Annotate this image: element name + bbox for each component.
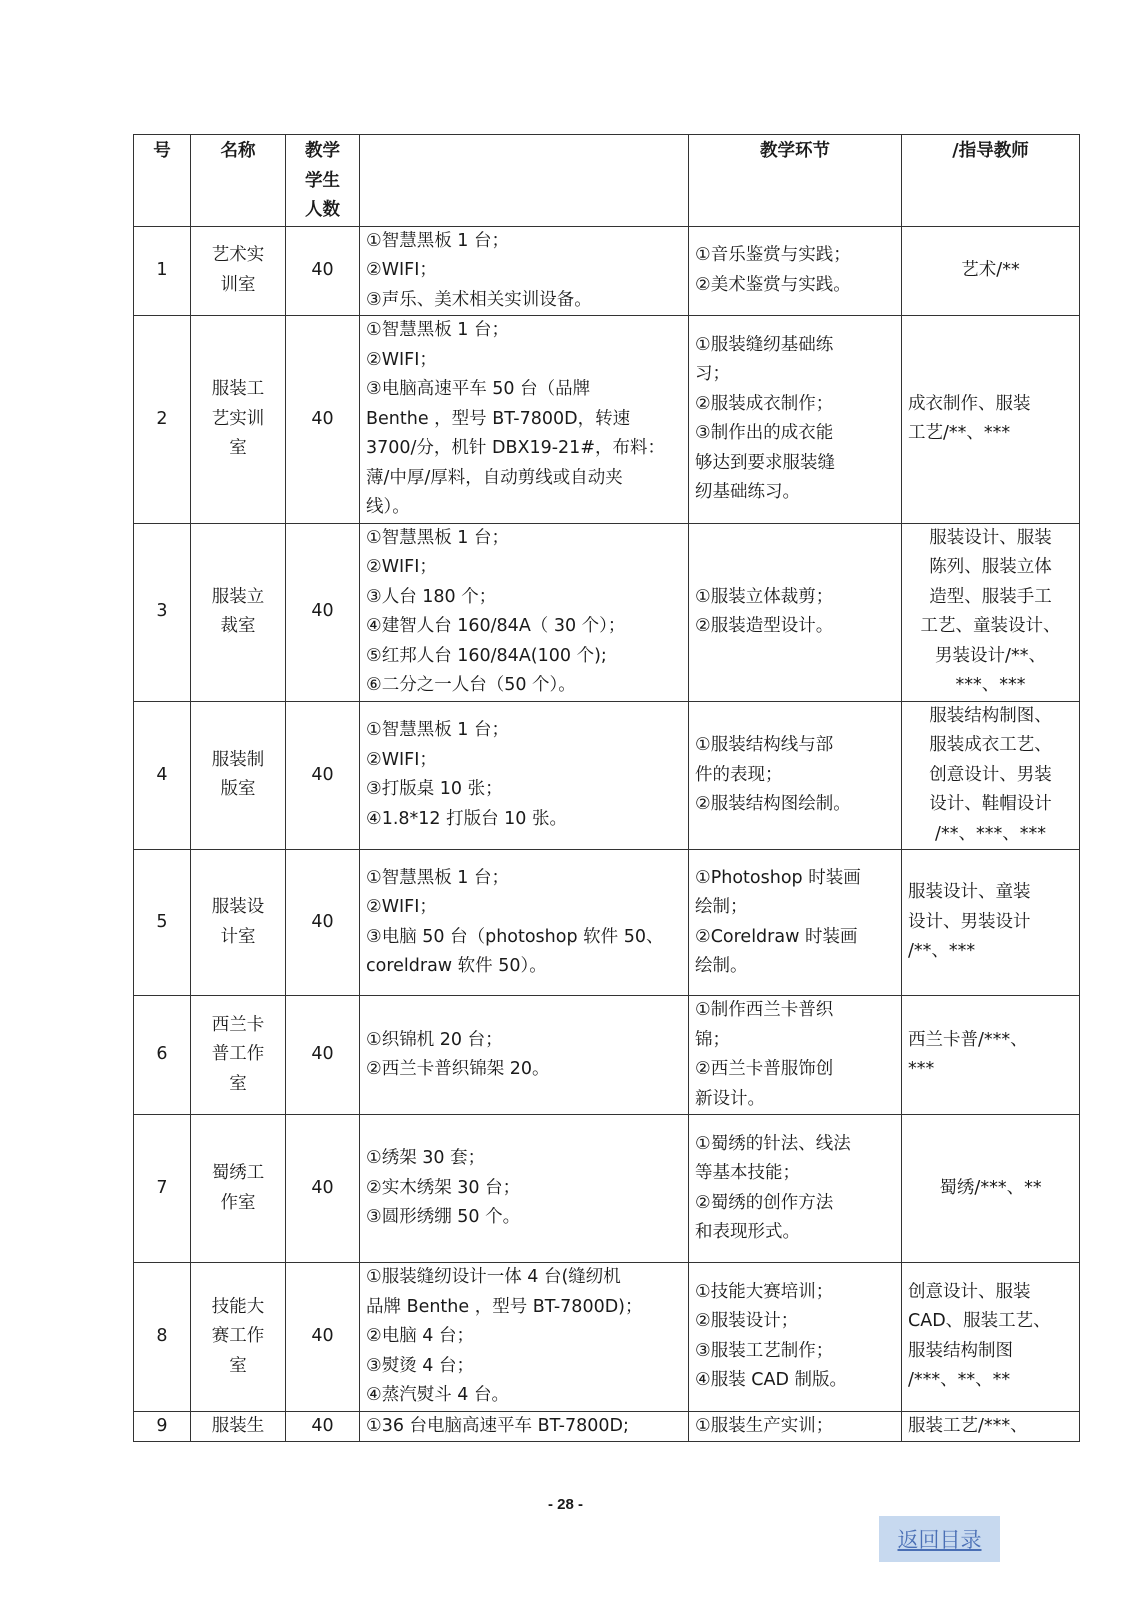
equipment-list: ①智慧黑板 1 台； ②WIFI； ③电脑高速平车 50 台（品牌 Benthe ，型号 BT-7800D，转速 3700/分，机针 DBX19-21#，布料： 薄/中厚/厚料，自动剪线或自动夹 线）。 bbox=[360, 316, 689, 524]
teacher-info: 服装工艺/***、 bbox=[902, 1411, 1080, 1442]
table-row bbox=[134, 1115, 1080, 1263]
teacher-info: 服装设计、童装 设计、男装设计 /**、*** bbox=[902, 850, 1080, 996]
teacher-info: 创意设计、服装 CAD、服装工艺、 服装结构制图 /***、**、** bbox=[902, 1263, 1080, 1412]
table-row bbox=[134, 701, 1080, 850]
row-number: 3 bbox=[134, 523, 191, 701]
room-name: 服装工 艺实训 室 bbox=[191, 316, 286, 524]
training-room-table bbox=[133, 134, 1080, 1442]
header-teacher: /指导教师 bbox=[902, 135, 1080, 227]
row-number: 2 bbox=[134, 316, 191, 524]
student-count: 40 bbox=[286, 1115, 360, 1263]
room-name: 蜀绣工 作室 bbox=[191, 1115, 286, 1263]
table-row bbox=[134, 850, 1080, 996]
student-count: 40 bbox=[286, 701, 360, 850]
room-name: 艺术实 训室 bbox=[191, 226, 286, 316]
back-to-toc-link[interactable]: 返回目录 bbox=[879, 1516, 1000, 1562]
student-count: 40 bbox=[286, 226, 360, 316]
student-count: 40 bbox=[286, 996, 360, 1115]
equipment-list: ①智慧黑板 1 台； ②WIFI； ③打版桌 10 张； ④1.8*12 打版台 10 张。 bbox=[360, 701, 689, 850]
row-number: 8 bbox=[134, 1263, 191, 1412]
header-equipment bbox=[360, 135, 689, 227]
teaching-link: ①服装缝纫基础练 习； ②服装成衣制作； ③制作出的成衣能 够达到要求服装缝 纫基础练习。 bbox=[689, 316, 902, 524]
equipment-list: ①智慧黑板 1 台； ②WIFI； ③电脑 50 台（photoshop 软件 50、 coreldraw 软件 50）。 bbox=[360, 850, 689, 996]
table-header-row bbox=[134, 135, 1080, 227]
row-number: 4 bbox=[134, 701, 191, 850]
student-count: 40 bbox=[286, 850, 360, 996]
header-name: 名称 bbox=[191, 135, 286, 227]
student-count: 40 bbox=[286, 1263, 360, 1412]
equipment-list: ①智慧黑板 1 台； ②WIFI； ③声乐、美术相关实训设备。 bbox=[360, 226, 689, 316]
student-count: 40 bbox=[286, 523, 360, 701]
teacher-info: 艺术/** bbox=[902, 226, 1080, 316]
equipment-list: ①智慧黑板 1 台； ②WIFI； ③人台 180 个； ④建智人台 160/84A（ 30 个）； ⑤红邦人台 160/84A(100 个); ⑥二分之一人台（50 个）。 bbox=[360, 523, 689, 701]
teaching-link: ①Photoshop 时装画 绘制； ②Coreldraw 时装画 绘制。 bbox=[689, 850, 902, 996]
header-no: 号 bbox=[134, 135, 191, 227]
teaching-link: ①服装结构线与部 件的表现； ②服装结构图绘制。 bbox=[689, 701, 902, 850]
table-row bbox=[134, 996, 1080, 1115]
table-row bbox=[134, 1411, 1080, 1442]
teaching-link: ①蜀绣的针法、线法 等基本技能； ②蜀绣的创作方法 和表现形式。 bbox=[689, 1115, 902, 1263]
room-name: 技能大 赛工作 室 bbox=[191, 1263, 286, 1412]
teaching-link: ①技能大赛培训； ②服装设计； ③服装工艺制作； ④服装 CAD 制版。 bbox=[689, 1263, 902, 1412]
row-number: 7 bbox=[134, 1115, 191, 1263]
student-count: 40 bbox=[286, 1411, 360, 1442]
teacher-info: 服装结构制图、 服装成衣工艺、 创意设计、男装 设计、鞋帽设计 /**、***、*** bbox=[902, 701, 1080, 850]
teacher-info: 成衣制作、服装 工艺/**、*** bbox=[902, 316, 1080, 524]
teacher-info: 服装设计、服装 陈列、服装立体 造型、服装手工 工艺、童装设计、 男装设计/**、 ***、*** bbox=[902, 523, 1080, 701]
page-number: - 28 - bbox=[547, 1496, 583, 1513]
room-name: 服装立 裁室 bbox=[191, 523, 286, 701]
header-count: 教学 学生 人数 bbox=[286, 135, 360, 227]
teaching-link: ①音乐鉴赏与实践； ②美术鉴赏与实践。 bbox=[689, 226, 902, 316]
room-name: 西兰卡 普工作 室 bbox=[191, 996, 286, 1115]
room-name: 服装制 版室 bbox=[191, 701, 286, 850]
teacher-info: 蜀绣/***、** bbox=[902, 1115, 1080, 1263]
teaching-link: ①服装生产实训； bbox=[689, 1411, 902, 1442]
equipment-list: ①绣架 30 套； ②实木绣架 30 台； ③圆形绣绷 50 个。 bbox=[360, 1115, 689, 1263]
row-number: 5 bbox=[134, 850, 191, 996]
row-number: 9 bbox=[134, 1411, 191, 1442]
header-link: 教学环节 bbox=[689, 135, 902, 227]
teacher-info: 西兰卡普/***、 *** bbox=[902, 996, 1080, 1115]
table-row bbox=[134, 1263, 1080, 1412]
room-name: 服装生 bbox=[191, 1411, 286, 1442]
teaching-link: ①服装立体裁剪； ②服装造型设计。 bbox=[689, 523, 902, 701]
row-number: 6 bbox=[134, 996, 191, 1115]
row-number: 1 bbox=[134, 226, 191, 316]
equipment-list: ①织锦机 20 台； ②西兰卡普织锦架 20。 bbox=[360, 996, 689, 1115]
teaching-link: ①制作西兰卡普织 锦； ②西兰卡普服饰创 新设计。 bbox=[689, 996, 902, 1115]
equipment-list: ①36 台电脑高速平车 BT-7800D; bbox=[360, 1411, 689, 1442]
table-row bbox=[134, 523, 1080, 701]
table-row bbox=[134, 226, 1080, 316]
equipment-list: ①服装缝纫设计一体 4 台(缝纫机 品牌 Benthe ，型号 BT-7800D)； ②电脑 4 台； ③熨烫 4 台； ④蒸汽熨斗 4 台。 bbox=[360, 1263, 689, 1412]
room-name: 服装设 计室 bbox=[191, 850, 286, 996]
student-count: 40 bbox=[286, 316, 360, 524]
table-row bbox=[134, 316, 1080, 524]
